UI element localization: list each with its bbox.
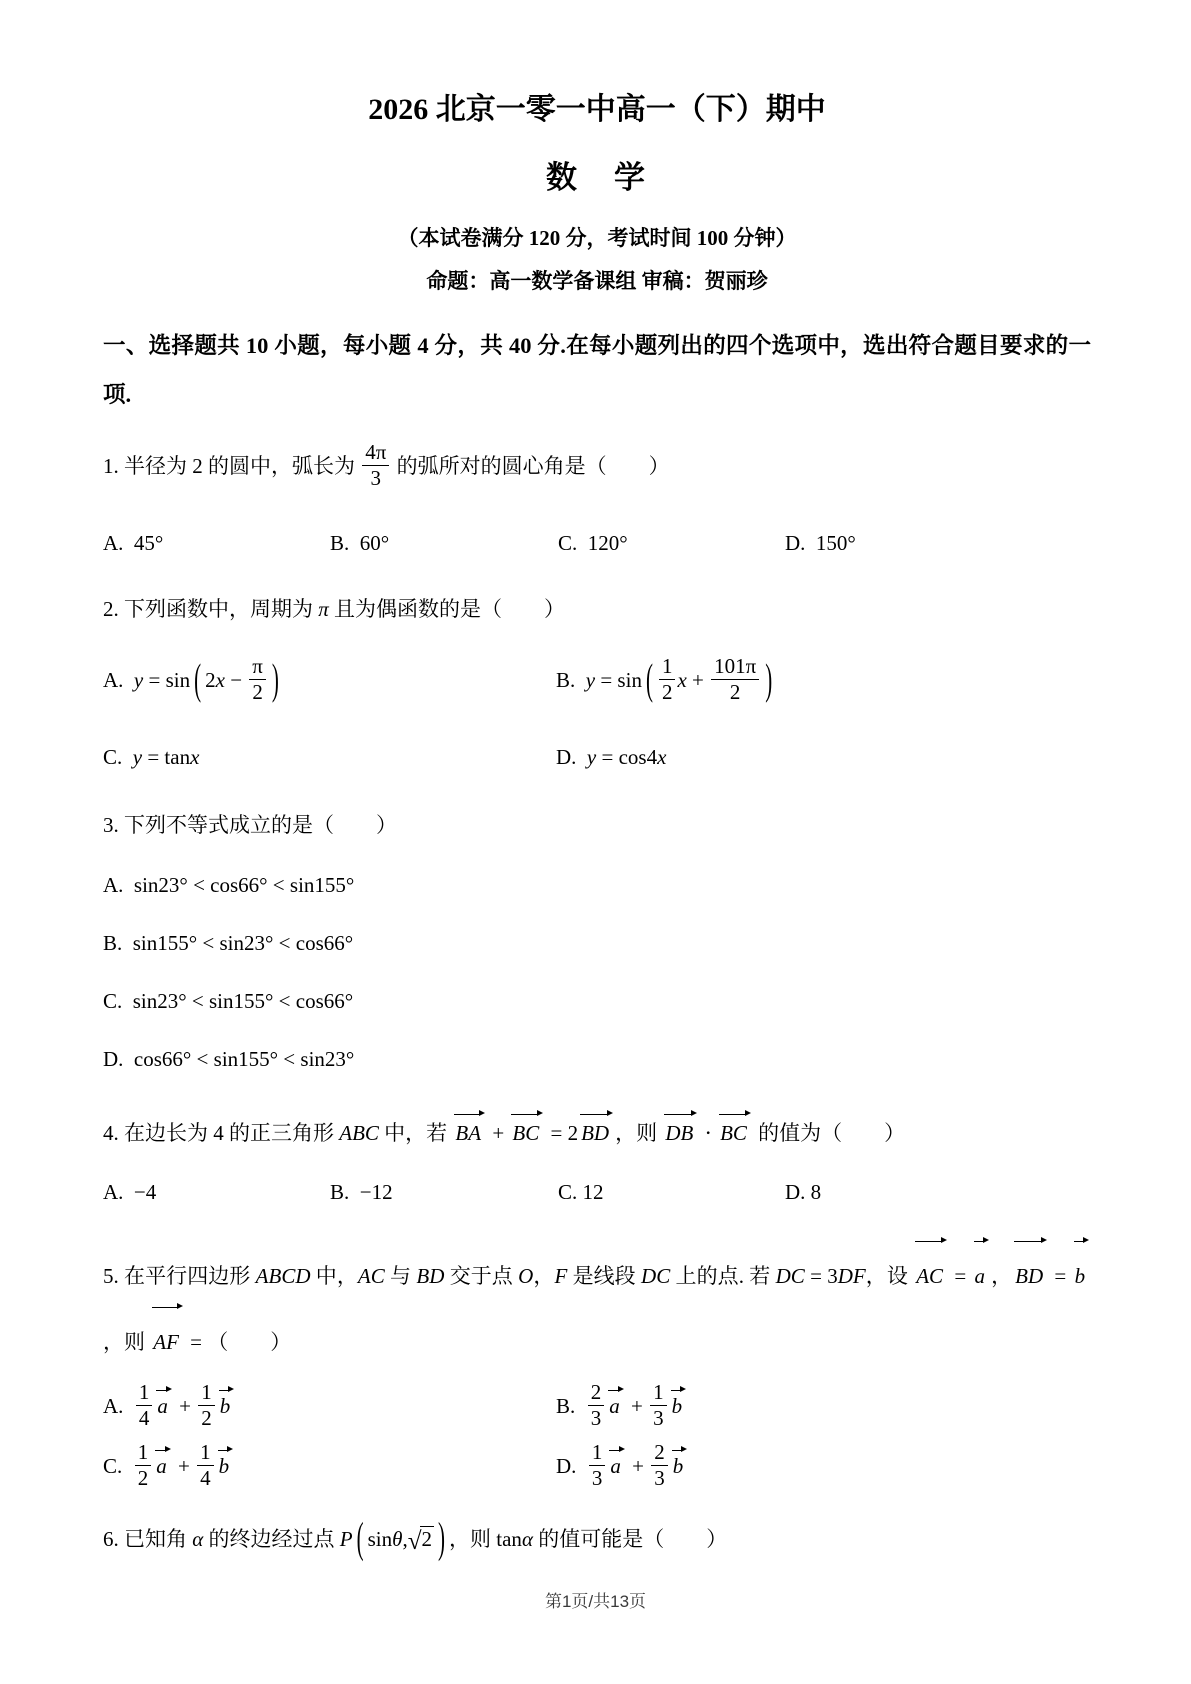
q5-option-b: B. $\frac{2}{3}$ a + $\frac{1}{3}$ b	[556, 1381, 1091, 1429]
q3-option-b: B. sin155° < sin23° < cos66°	[103, 931, 354, 956]
question-1-stem: 1. 半径为 2 的圆中，弧长为 $\frac{4\pi}{3}$ 的弧所对的圆心角是（ ）	[103, 440, 670, 490]
question-6-stem: 6. 已知角 α 的终边经过点 P ( sinθ,√2 ) ，则 tanα 的值可能是（ ）	[103, 1513, 728, 1563]
q1-option-a: A. 45°	[103, 531, 164, 556]
q1-option-b: B. 60°	[330, 531, 390, 556]
q1-option-c: C. 120°	[558, 531, 628, 556]
q4-option-b: B. −12	[330, 1180, 393, 1205]
section-1-heading: 一、选择题共 10 小题，每小题 4 分，共 40 分.在每小题列出的四个选项中，选出符合题目要求的一项.	[103, 333, 1091, 407]
q4-option-c: C. 12	[558, 1180, 604, 1205]
question-4-stem: 4. 在边长为 4 的正三角形 ABC 中，若 BA + BC = 2 BD ，则 DB ⋅ BC 的值为（ ）	[103, 1114, 1091, 1148]
exam-subject: 数 学	[546, 160, 648, 195]
question-5-stem: 5. 在平行四边形 ABCD 中，AC 与 BD 交于点 O，F 是线段 DC 上的点. 若 DC = 3DF，设 AC = a ， BD = b，则 AF = （ ）	[103, 1241, 1091, 1373]
q5-option-a: A. $\frac{1}{4}$ a + $\frac{1}{2}$ b	[103, 1381, 556, 1429]
exam-info: （本试卷满分 120 分，考试时间 100 分钟）	[397, 226, 797, 250]
question-5-options-row-2	[103, 1439, 1091, 1491]
question-4-options	[103, 1180, 1091, 1205]
question-5-options-row-1	[103, 1379, 1091, 1431]
q3-option-d: D. cos66° < sin155° < sin23°	[103, 1047, 355, 1072]
question-2-options-row-2	[103, 740, 1091, 774]
question-2-stem: 2. 下列函数中，周期为 π 且为偶函数的是（ ）	[103, 597, 566, 622]
q2-option-c: C. y = tanx	[103, 744, 200, 769]
question-3-stem: 3. 下列不等式成立的是（ ）	[103, 813, 397, 838]
question-1-options	[103, 531, 1091, 556]
q4-option-d: D. 8	[785, 1180, 822, 1205]
q5-option-c: C. $\frac{1}{2}$ a + $\frac{1}{4}$ b	[103, 1441, 556, 1489]
q1-option-d: D. 150°	[785, 531, 856, 556]
q2-option-d: D. y = cos4x	[556, 744, 667, 769]
q3-option-c: C. sin23° < sin155° < cos66°	[103, 989, 354, 1014]
q3-option-a: A. sin23° < cos66° < sin155°	[103, 873, 355, 898]
question-2-options-row-1	[103, 640, 1091, 718]
q2-option-b: B. y = sin ( $\frac{1}{2}$ x + $\frac{101\pi}{2}$ )	[556, 654, 773, 704]
q2-option-a: A. y = sin ( 2x − $\frac{\pi}{2}$ )	[103, 654, 279, 704]
exam-title: 2026 北京一零一中高一（下）期中	[368, 93, 826, 126]
q5-option-d: D. $\frac{1}{3}$ a + $\frac{2}{3}$ b	[556, 1441, 1091, 1489]
page-footer: 第1页/共13页	[544, 1592, 647, 1611]
exam-authors: 命题：高一数学备课组 审稿：贺丽珍	[426, 269, 768, 293]
q4-option-a: A. −4	[103, 1180, 157, 1205]
